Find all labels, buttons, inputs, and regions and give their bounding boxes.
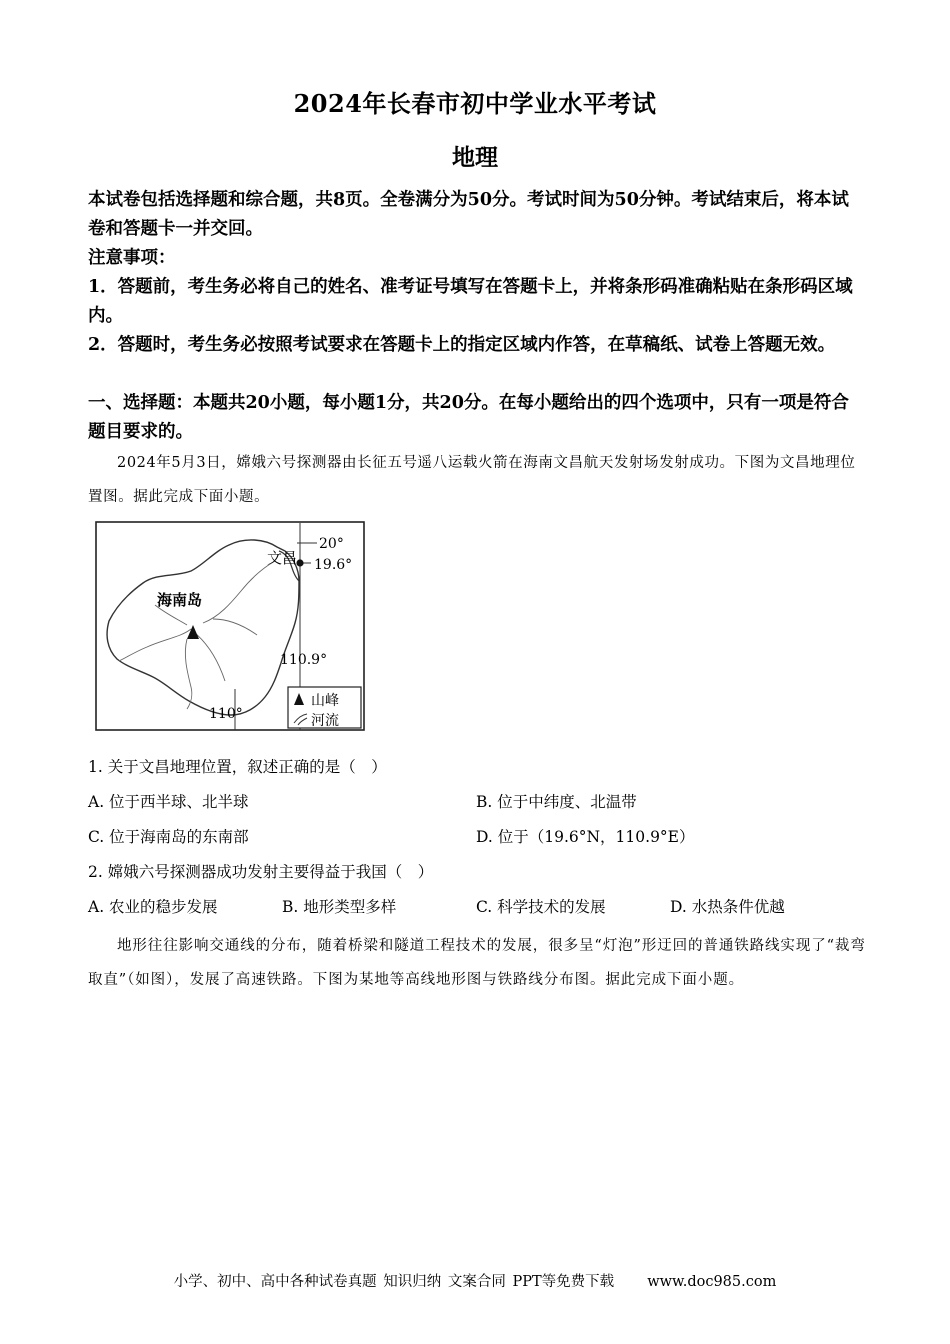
page-footer — [0, 1270, 950, 1291]
notice-heading: 注意事项： — [88, 248, 176, 268]
lat-20-label: 20° — [319, 536, 344, 552]
question-1-option-c: C. 位于海南岛的东南部 — [88, 828, 249, 846]
footer-text: 小学、初中、高中各种试卷真题 知识归纳 文案合同 PPT等免费下载 — [173, 1274, 615, 1290]
wenchang-point — [296, 559, 303, 566]
notice-item-2: 2．答题时，考生务必按照考试要求在答题卡上的指定区域内作答，在草稿纸、试卷上答题无效。 — [88, 335, 836, 355]
legend-river-label: 河流 — [311, 713, 339, 729]
footer-site-link[interactable]: www.doc985.com — [647, 1274, 777, 1290]
notice-item-1: 1．答题前，考生务必将自己的姓名、准考证号填写在答题卡上，并将条形码准确粘贴在条形码区域内。 — [88, 277, 853, 326]
lat-19-6-label: 19.6° — [314, 557, 353, 573]
exam-intro: 本试卷包括选择题和综合题，共8页。全卷满分为50分。考试时间为50分钟。考试结束后，将本试卷和答题卡一并交回。 — [88, 190, 849, 239]
question-1-stem: 1. 关于文昌地理位置，叙述正确的是（ ） — [88, 758, 387, 776]
question-1-option-a: A. 位于西半球、北半球 — [88, 793, 249, 811]
section-heading: 一、选择题：本题共20小题，每小题1分，共20分。在每小题给出的四个选项中，只有一项是符合题目要求的。 — [88, 393, 849, 442]
scenario-paragraph-2: 地形往往影响交通线的分布，随着桥梁和隧道工程技术的发展，很多呈“灯泡”形迂回的普通铁路线实现了“裁弯取直”（如图），发展了高速铁路。下图为某地等高线地形图与铁路线分布图。据此完成下面小题。 — [88, 938, 866, 988]
exam-title: 2024年长春市初中学业水平考试 — [293, 89, 657, 118]
island-label: 海南岛 — [157, 591, 203, 609]
lon-110-9-label: 110.9° — [280, 652, 328, 668]
question-2-option-c: C. 科学技术的发展 — [476, 898, 606, 916]
subject-title: 地理 — [452, 144, 498, 171]
question-1-option-b: B. 位于中纬度、北温带 — [476, 793, 637, 811]
question-1-option-d: D. 位于（19.6°N，110.9°E） — [476, 828, 695, 846]
lon-110-label: 110° — [209, 706, 243, 722]
wenchang-location-map — [95, 521, 365, 731]
question-2-option-a: A. 农业的稳步发展 — [88, 898, 218, 916]
city-label: 文昌 — [267, 549, 298, 567]
legend-peak-label: 山峰 — [311, 693, 339, 709]
question-2-option-b: B. 地形类型多样 — [282, 898, 397, 916]
question-2-stem: 2. 嫦娥六号探测器成功发射主要得益于我国（ ） — [88, 863, 434, 881]
question-2-option-d: D. 水热条件优越 — [670, 898, 785, 916]
scenario-paragraph-1: 2024年5月3日，嫦娥六号探测器由长征五号遥八运载火箭在海南文昌航天发射场发射成功。下图为文昌地理位置图。据此完成下面小题。 — [88, 455, 856, 505]
